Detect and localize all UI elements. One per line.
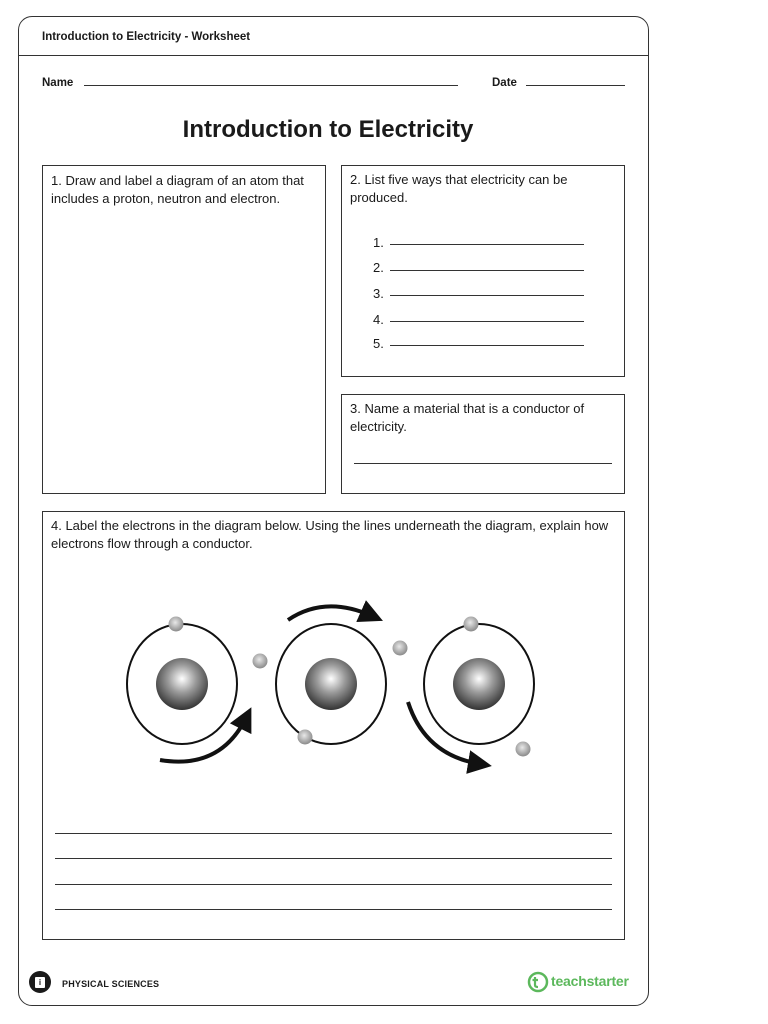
question-4-prompt: 4. Label the electrons in the diagram below. Using the lines underneath the diagram, explain how electrons flow through a conductor.	[51, 518, 609, 551]
header-divider	[18, 55, 649, 56]
q2-answer-line[interactable]	[390, 244, 584, 245]
free-electron	[516, 742, 531, 757]
q4-answer-line[interactable]	[55, 858, 612, 859]
electron	[464, 617, 479, 632]
info-icon: i	[29, 971, 51, 993]
q3-answer-line[interactable]	[354, 463, 612, 464]
brand-name: teachstarter	[551, 973, 629, 989]
free-electron	[393, 641, 408, 656]
subject-label: PHYSICAL SCIENCES	[62, 979, 160, 989]
electron	[169, 617, 184, 632]
header-title: Introduction to Electricity - Worksheet	[42, 31, 251, 43]
q2-item-number: 4.	[373, 312, 384, 327]
q2-item-number: 3.	[373, 286, 384, 301]
brand-logo	[527, 971, 629, 993]
date-label: Date	[492, 77, 517, 89]
teachstarter-logo-icon	[527, 971, 549, 993]
electron	[298, 730, 313, 745]
question-2-prompt: 2. List five ways that electricity can be produced.	[350, 172, 568, 205]
free-electron	[253, 654, 268, 669]
atom-1	[127, 617, 237, 745]
name-label: Name	[42, 77, 74, 89]
atom-2	[276, 624, 386, 745]
q4-answer-line[interactable]	[55, 884, 612, 885]
q4-answer-line[interactable]	[55, 909, 612, 910]
q4-answer-line[interactable]	[55, 833, 612, 834]
atom-electron-flow-diagram	[100, 590, 560, 780]
q2-answer-line[interactable]	[390, 270, 584, 271]
q2-item-number: 1.	[373, 235, 384, 250]
flow-arrow	[288, 606, 372, 620]
name-line[interactable]	[84, 85, 458, 86]
q2-answer-line[interactable]	[390, 345, 584, 346]
question-1-prompt: 1. Draw and label a diagram of an atom that includes a proton, neutron and electron.	[51, 173, 304, 206]
q2-answer-line[interactable]	[390, 321, 584, 322]
page-title: Introduction to Electricity	[182, 116, 474, 143]
flow-arrow	[408, 702, 480, 764]
question-1-box[interactable]	[42, 165, 326, 494]
atom-3	[424, 617, 534, 745]
q2-answer-line[interactable]	[390, 295, 584, 296]
date-line[interactable]	[526, 85, 625, 86]
q2-item-number: 2.	[373, 260, 384, 275]
q2-item-number: 5.	[373, 336, 384, 351]
question-3-prompt: 3. Name a material that is a conductor of electricity.	[350, 401, 585, 434]
